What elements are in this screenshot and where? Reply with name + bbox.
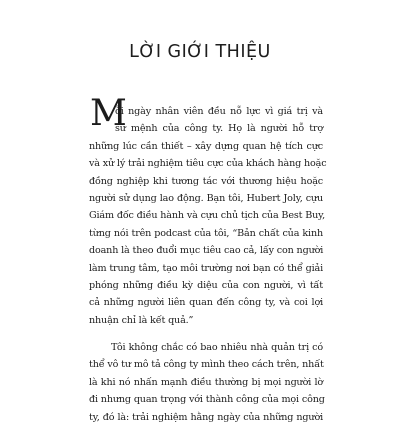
text-line: đi nhưng quan trọng với thành công của mọi công xyxy=(89,394,325,406)
text-line: những lúc cần thiết – xây dựng quan hệ tích cực xyxy=(89,140,323,152)
paragraph-1 xyxy=(89,103,327,329)
drop-cap: M xyxy=(90,93,127,134)
text-line: doanh là theo đuổi mục tiêu cao cả, lấy con người xyxy=(89,245,324,257)
text-line: sứ mệnh của công ty. Họ là người hỗ trợ xyxy=(115,123,323,135)
text-line: đồng nghiệp khi tương tác với thương hiệu hoặc xyxy=(89,175,323,187)
text-line: là khi nó nhấn mạnh điều thường bị mọi người lờ xyxy=(89,376,323,388)
text-line: cả những người liên quan đến công ty, và coi lợi xyxy=(89,297,323,309)
text-line: Giám đốc điều hành và cựu chủ tịch của Best Buy, xyxy=(89,210,326,222)
body-text xyxy=(89,103,327,426)
paragraph-spacer xyxy=(89,329,323,339)
text-line: phóng những điều kỳ diệu của con người, vì tất xyxy=(89,279,323,291)
text-line: từng nói trên podcast của tôi, “Bản chất của kinh xyxy=(89,227,323,239)
chapter-title: LỜI GIỚI THIỆU xyxy=(129,42,271,62)
text-line: làm trung tâm, tạo môi trường nơi bạn có thể giải xyxy=(89,262,323,274)
text-line: Tôi không chắc có bao nhiêu nhà quản trị có xyxy=(111,342,323,354)
text-line: ỗi ngày nhân viên đều nỗ lực vì giá trị và xyxy=(115,106,323,117)
text-line: người sử dụng lao động. Bạn tôi, Hubert Joly, cựu xyxy=(89,192,323,204)
text-line: và xử lý trải nghiệm tiêu cực của khách hàng hoặc xyxy=(89,158,327,170)
paragraph-2 xyxy=(89,339,323,426)
text-line: nhuận chỉ là kết quả.” xyxy=(89,314,194,326)
text-line: thể vô tư mô tả công ty mình theo cách trên, nhất xyxy=(89,359,324,371)
text-line: ty, đó là: trải nghiệm hằng ngày của những người xyxy=(89,411,323,423)
